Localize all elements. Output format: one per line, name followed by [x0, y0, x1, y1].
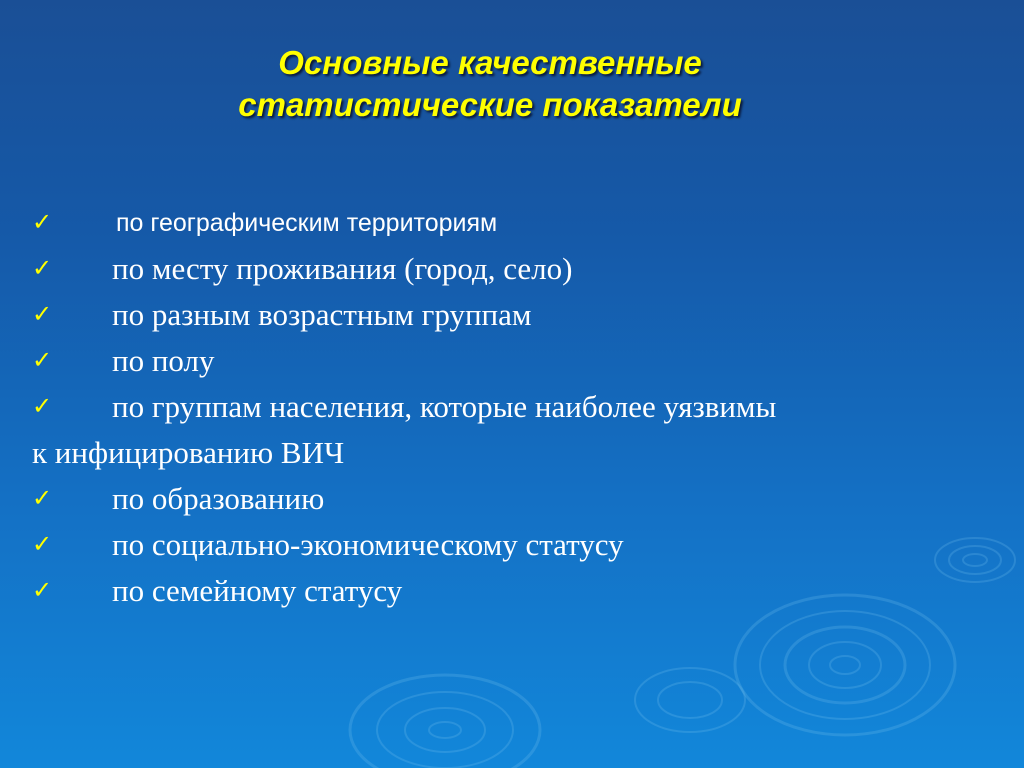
list-item — [32, 384, 992, 430]
checkmark-icon: ✓ — [32, 392, 53, 420]
list-item-text: по географическим территориям — [116, 209, 498, 237]
slide-title — [140, 42, 840, 126]
checkmark-icon: ✓ — [32, 484, 53, 512]
list-item — [32, 476, 992, 522]
list-item — [32, 246, 992, 292]
list-item-text: по полу — [112, 343, 215, 378]
checkmark-icon: ✓ — [32, 300, 53, 328]
list-item — [32, 200, 992, 246]
list-item — [32, 568, 992, 614]
list-item-text: по семейному статусу — [112, 573, 403, 608]
list-item-text: по образованию — [112, 481, 325, 516]
checkmark-icon: ✓ — [32, 254, 53, 282]
title-line-1: Основные качественные — [278, 44, 702, 81]
list-item — [32, 292, 992, 338]
list-item-text: по группам населения, которые наиболее уязвимы — [112, 389, 777, 424]
checkmark-icon: ✓ — [32, 530, 53, 558]
list-item-text: по разным возрастным группам — [112, 297, 532, 332]
list-item-text: по социально-экономическому статусу — [112, 527, 624, 562]
list-item-text: по месту проживания (город, село) — [112, 251, 573, 286]
list-item — [32, 522, 992, 568]
title-line-2: статистические показатели — [238, 86, 742, 123]
checkmark-icon: ✓ — [32, 208, 53, 236]
indicator-list — [32, 200, 992, 614]
list-item — [32, 338, 992, 384]
list-item-continuation: к инфицированию ВИЧ — [32, 435, 345, 470]
checkmark-icon: ✓ — [32, 576, 53, 604]
checkmark-icon: ✓ — [32, 346, 53, 374]
